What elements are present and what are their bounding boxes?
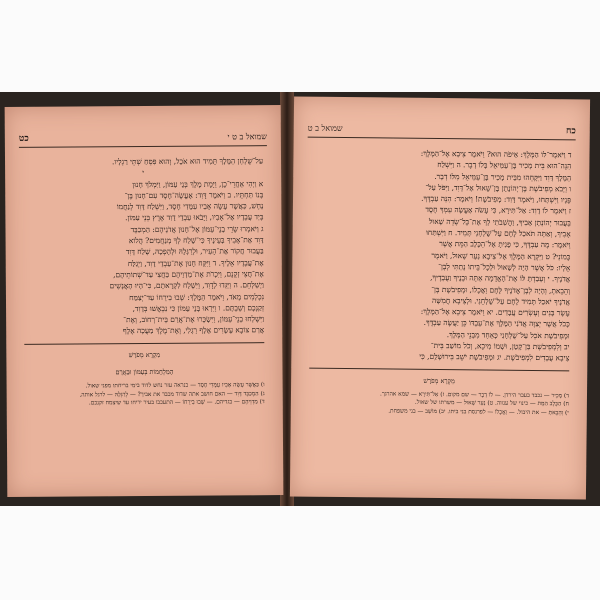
text-line: עַל־שֻׁלְחַן הַמֶּלֶךְ תָּמִיד הוּא אֹכֵל, וְהוּא פִּסֵּחַ שְׁתֵּי רַגְלָיו. <box>111 156 264 167</box>
right-page-number: כח <box>565 125 576 136</box>
note-line: ג) הַמְכַבֵּד דָּוִד — האם חושב אתה שדוד מכבד את אביך? — לְרַגְּלָהּ — לרגל אותה. <box>79 390 265 399</box>
text-line: וַיֹּאמֶר: מֶה עַבְדֶּךָ, כִּי פָנִיתָ אֶל־הַכֶּלֶב הַמֵּת אֲשֶׁר <box>439 239 571 250</box>
text-line: אֶת־עֲבָדָיו אֵלֶיךָ. ד וַיִּקַּח חָנוּן אֶת־עַבְדֵי דָוִד, וַיְגַלַּח <box>127 257 264 268</box>
left-running-head: שמואל ב ט י <box>227 131 267 141</box>
text-line: בַּעֲבוּר חֲקוֹר אֶת־הָעִיר, וּלְרַגְּלָהּ וּלְהָפְכָהּ, שָׁלַח דָּוִד <box>125 246 264 257</box>
text-line: כְּכֹל אֲשֶׁר יְצַוֶּה אֲדֹנִי הַמֶּלֶךְ אֶת־עַבְדּוֹ כֵּן יַעֲשֶׂה עַבְדֶּךָ. <box>423 318 570 329</box>
left-page <box>5 105 284 497</box>
divider <box>24 342 264 345</box>
text-line: בְּיַד עֲבָדָיו אֶל־אָבִיו, וַיָּבֹאוּ עַבְדֵי דָוִד אֶרֶץ בְּנֵי עַמּוֹן. <box>125 212 264 223</box>
text-line: בַּעֲבוּר יְהוֹנָתָן אָבִיךָ, וַהֲשִׁבֹתִי לְךָ אֶת־כָּל־שְׂדֵה שָׁאוּל <box>428 216 571 228</box>
text-line: פָּנָיו וַיִּשְׁתָּחוּ, וַיֹּאמֶר דָּוִד: מְפִיבֹשֶׁת! וַיֹּאמֶר: הִנֵּה עַבְדֶּךָ. <box>421 193 572 205</box>
text-line: כָּמוֹנִי? ט וַיִּקְרָא הַמֶּלֶךְ אֶל־צִיבָא נַעַר שָׁאוּל, וַיֹּאמֶר <box>431 250 571 262</box>
text-line: דָּוִד אֶת־אָבִיךָ בְּעֵינֶיךָ כִּי־שָׁלַח לְךָ מְנַחֲמִים? הֲלוֹא <box>128 235 264 246</box>
divider <box>309 367 569 371</box>
text-line: אֵלָיו: כֹּל אֲשֶׁר הָיָה לְשָׁאוּל וּלְכָל־בֵּיתוֹ נָתַתִּי לְבֶן־ <box>438 261 571 273</box>
text-line: אֲדֹנֶיךָ יֹאכַל תָּמִיד לֶחֶם עַל־שֻׁלְחָנִי. וּלְצִיבָא חֲמִשָּׁה <box>431 295 571 307</box>
note-line: ו) כַּאֲשֶׁר עָשָׂה אָבִיו עִמָּדִי חֶסֶד — כנראה עזר נחש לדוד בימי בריחתו מפני שאול. <box>85 382 265 390</box>
right-page-header <box>308 121 576 141</box>
note-line: י) וְהֵבֵאתָ — את היבול. — וַאֲכָלוֹ — לפרנסת בני ביתו. יב) מוֹשַׁב — בני משפחת. <box>388 408 569 417</box>
note-line: ח) הַכֶּלֶב הַמֵּת — כינוי של ענווה. ט) נַעַר שָׁאוּל — משרתו של שאול. <box>414 400 569 408</box>
note-line: ד) מַדְוֵיהֶם — בגדיהם. — שְׁבוּ בִירֵחוֹ — התעכבו בעיר יריחו עד שיצמח זקנכם. <box>88 399 265 407</box>
text-line: זְקַנְכֶם וְשַׁבְתֶּם. ו וַיִּרְאוּ בְּנֵי עַמּוֹן כִּי נִבְאֲשׁוּ בְּדָוִד, <box>132 303 265 313</box>
right-page-body <box>309 147 572 418</box>
text-line: וּמְפִיבֹשֶׁת אֹכֵל עַל־שֻׁלְחָנִי כְּאַחַד מִבְּנֵי הַמֶּלֶךְ. <box>446 329 570 341</box>
commentary-notes <box>309 390 569 418</box>
text-line: אֶת־חֲצִי זְקָנָם, וַיִּכְרֹת אֶת־מַדְוֵיהֶם בַּחֲצִי עַד־שְׁתוֹתֵיהֶם, <box>113 269 264 280</box>
left-page-number: כט <box>18 133 29 144</box>
commentary-label: מִקְרָא מְפֹרָשׁ <box>423 376 455 385</box>
text-line: ג וַיֹּאמְרוּ שָׂרֵי בְנֵי־עַמּוֹן אֶל־חָנוּן אֲדֹנֵיהֶם: הַמְכַבֵּד <box>130 223 264 234</box>
text-line: ז וַיֹּאמֶר לוֹ דָוִד: אַל־תִּירָא, כִּי עָשֹׂה אֶעֱשֶׂה עִמְּךָ חֶסֶד <box>425 205 571 216</box>
text-line: צִיבָא עֲבָדִים לִמְפִיבֹשֶׁת. יג וּמְפִיבֹשֶׁת יֹשֵׁב בִּירוּשָׁלַ͏ִם, כִּי <box>419 352 570 363</box>
text-line: וַיְשַׁלְּחֵם. ה וַיַּגִּדוּ לְדָוִד, וַיִּשְׁלַח לִקְרָאתָם, כִּי־הָיוּ הָאֲנָשִׁים <box>109 280 264 291</box>
text-line: נִכְלָמִים מְאֹד, וַיֹּאמֶר הַמֶּלֶךְ: שְׁבוּ בִירֵחוֹ עַד־יְצַמַּח <box>129 291 265 302</box>
chapter-number: י <box>142 168 145 178</box>
left-page-body <box>23 155 265 408</box>
text-line: נָחָשׁ, כַּאֲשֶׁר עָשָׂה אָבִיו עִמָּדִי חֶסֶד, וַיִּשְׁלַח דָּוִד לְנַחֲמוֹ <box>116 201 264 212</box>
commentary-title: הַמִּלְחָמוֹת בְּעַמּוֹן וּבַאֲרָם <box>115 367 174 377</box>
text-line: הִנֵּה־הוּא בֵּית מָכִיר בֶּן־עַמִּיאֵל בְּלוֹ דְבָר. ה וַיִּשְׁלַח <box>437 160 572 171</box>
open-book <box>0 92 600 506</box>
text-line: אָבִיךָ, וְאַתָּה תֹּאכַל לֶחֶם עַל־שֻׁלְחָנִי תָּמִיד. ח וַיִּשְׁתַּחוּ <box>425 227 571 239</box>
text-line: בְּנוֹ תַּחְתָּיו. ב וַיֹּאמֶר דָּוִד: אֶעֱשֶׂה־חֶסֶד עִם־חָנוּן בֶּן־ <box>124 190 264 201</box>
right-page <box>290 96 590 499</box>
text-line: א וַיְהִי אַחֲרֵי־כֵן, וַיָּמָת מֶלֶךְ בְּנֵי עַמּוֹן, וַיִּמְלֹךְ חָנוּן <box>132 178 264 189</box>
text-line: עָשָׂר בָּנִים וְעֶשְׂרִים עֲבָדִים. יא וַיֹּאמֶר צִיבָא אֶל־הַמֶּלֶךְ: <box>420 306 570 318</box>
text-line: הַמֶּלֶךְ דָּוִד וַיִּקָּחֵהוּ מִבֵּית מָכִיר בֶּן־עַמִּיאֵל מִלּוֹ דְבָר. <box>434 171 572 182</box>
left-page-header <box>19 129 267 148</box>
commentary-notes <box>25 382 265 409</box>
text-line: ו וַיָּבֹא מְפִיבֹשֶׁת בֶּן־יְהוֹנָתָן בֶּן־שָׁאוּל אֶל־דָּוִד, וַיִּפֹּל עַל־ <box>425 182 572 194</box>
text-line: אֲרַם צוֹבָא עֶשְׂרִים אֶלֶף רַגְלִי, וְאֶת־מֶלֶךְ מַעֲכָה אֶלֶף <box>122 325 265 336</box>
text-line: וַיִּשְׁלְחוּ בְנֵי־עַמּוֹן, וַיִּשְׂכְּרוּ אֶת־אֲרַם בֵּית־רְחוֹב, וְאֶת־ <box>123 314 265 325</box>
right-running-head: שמואל ב ט <box>307 123 343 133</box>
note-line: ד) מָכִיר — נכבד בעבר הירדן. — לוֹ דְבָר — שם מקום. ז) אַל־תִּירָא — שמא אהרגך. <box>379 391 570 400</box>
text-line: אֲדֹנֶיךָ. י וְעָבַדְתָּ לּוֹ אֶת־הָאֲדָמָה אַתָּה וּבָנֶיךָ וַעֲבָדֶיךָ, <box>430 273 571 284</box>
text-line: וְהֵבֵאתָ, וְהָיָה לְבֶן־אֲדֹנֶיךָ לֶּחֶם וַאֲכָלוֹ, וּמְפִיבֹשֶׁת בֶּן־ <box>431 284 571 295</box>
text-line: ד וַיֹּאמֶר־לוֹ הַמֶּלֶךְ: אֵיפֹה הוּא? וַיֹּאמֶר צִיבָא אֶל־הַמֶּלֶךְ: <box>420 148 572 160</box>
commentary-label: מִקְרָא מְפֹרָשׁ <box>128 350 161 359</box>
text-line: יב וְלִמְפִיבֹשֶׁת בֵּן־קָטָן, וּשְׁמוֹ מִיכָא, וְכֹל מוֹשַׁב בֵּית־ <box>430 340 570 352</box>
